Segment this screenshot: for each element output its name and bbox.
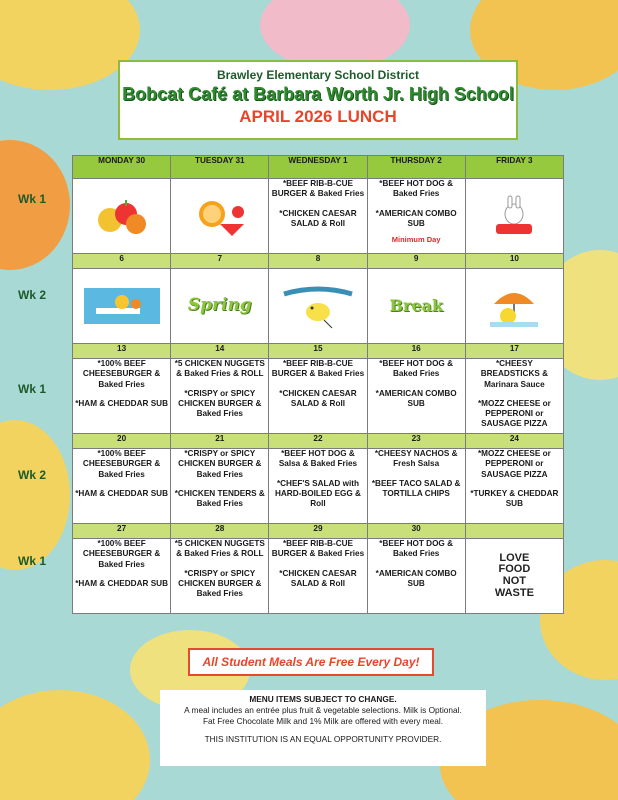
date-number: 17 [465, 344, 563, 359]
entree-option: *HAM & CHEDDAR SUB [75, 398, 168, 408]
date-number: 30 [367, 524, 465, 539]
week-label: Wk 1 [18, 192, 47, 206]
meal-row [73, 539, 564, 614]
menu-notice [160, 690, 486, 766]
meal-row [73, 269, 564, 344]
notice-line: A meal includes an entrée plus fruit & vegetable selections. Milk is Optional. [184, 704, 462, 715]
meal-cell [171, 179, 269, 254]
meal-row [73, 449, 564, 524]
date-number: 10 [465, 254, 563, 269]
date-number: 9 [367, 254, 465, 269]
menu-month-title: APRIL 2026 LUNCH [239, 107, 397, 126]
entree-option: *BEEF RIB-B-CUE BURGER & Baked Fries [271, 359, 365, 379]
cafe-name: Bobcat Café at Barbara Worth Jr. High School [122, 84, 514, 104]
menu-header [118, 60, 518, 140]
fruit-icon [73, 179, 170, 253]
minimum-day-note: Minimum Day [391, 235, 441, 244]
spring-break-word: Spring [187, 295, 252, 316]
entree-option: *CHEESY BREADSTICKS & Marinara Sauce [480, 359, 549, 389]
entree-option: *BEEF RIB-B-CUE BURGER & Baked Fries [271, 179, 365, 199]
day-header: MONDAY 30 [73, 156, 171, 179]
entree-option: *BEEF TACO SALAD & TORTILLA CHIPS [371, 478, 461, 498]
meal-cell [171, 449, 269, 524]
day-header: TUESDAY 31 [171, 156, 269, 179]
logo-line: NOT [502, 575, 526, 587]
date-number: 23 [367, 434, 465, 449]
meal-cell [73, 359, 171, 434]
week-label: Wk 2 [18, 468, 47, 482]
date-number: 28 [171, 524, 269, 539]
notice-title: MENU ITEMS SUBJECT TO CHANGE. [249, 694, 397, 704]
date-number: 6 [73, 254, 171, 269]
entree-option: *TURKEY & CHEDDAR SUB [470, 488, 559, 508]
entree-option: *100% BEEF CHEESEBURGER & Baked Fries [82, 539, 161, 569]
date-number: 15 [269, 344, 367, 359]
entree-option: *HAM & CHEDDAR SUB [75, 488, 168, 498]
meal-cell [367, 269, 465, 344]
entree-option: *CRISPY or SPICY CHICKEN BURGER & Baked Fries [178, 449, 262, 479]
week-label: Wk 1 [18, 554, 47, 568]
meal-cell [465, 359, 563, 434]
entree-option: *CHICKEN CAESAR SALAD & Roll [279, 388, 357, 408]
entree-option: *100% BEEF CHEESEBURGER & Baked Fries [82, 449, 161, 479]
umbrella-chick-icon [466, 269, 563, 343]
date-number: 20 [73, 434, 171, 449]
entree-option: *CHEF'S SALAD with HARD-BOILED EGG & Roll [274, 478, 361, 508]
logo-line: LOVE [499, 551, 530, 564]
notice-line: Fat Free Chocolate Milk and 1% Milk are offered with every meal. [202, 715, 444, 726]
entree-option: *AMERICAN COMBO SUB [375, 388, 457, 408]
entree-option: *100% BEEF CHEESEBURGER & Baked Fries [82, 359, 161, 389]
meal-cell [367, 359, 465, 434]
week-label: Wk 2 [18, 288, 47, 302]
date-number: 13 [73, 344, 171, 359]
week-label: Wk 1 [18, 382, 47, 396]
entree-option: *5 CHICKEN NUGGETS & Baked Fries & ROLL [174, 539, 265, 559]
entree-option: *CHICKEN CAESAR SALAD & Roll [279, 568, 357, 588]
notice-equal-opportunity: THIS INSTITUTION IS AN EQUAL OPPORTUNITY PROVIDER. [204, 734, 442, 745]
day-header: WEDNESDAY 1 [269, 156, 367, 179]
entree-option: *HAM & CHEDDAR SUB [75, 578, 168, 588]
meal-cell [171, 539, 269, 614]
logo-line: FOOD [498, 563, 531, 576]
date-number: 22 [269, 434, 367, 449]
meal-cell [465, 449, 563, 524]
entree-option: *AMERICAN COMBO SUB [375, 208, 457, 228]
free-meals-banner: All Student Meals Are Free Every Day! [188, 648, 434, 676]
date-row [73, 254, 564, 269]
meal-cell [269, 179, 367, 254]
day-header: THURSDAY 2 [367, 156, 465, 179]
beach-icon [73, 269, 170, 343]
date-number: 8 [269, 254, 367, 269]
entree-option: *5 CHICKEN NUGGETS & Baked Fries & ROLL [174, 359, 265, 379]
date-row [73, 524, 564, 539]
break-break-word: Break [389, 296, 443, 315]
meal-cell [367, 539, 465, 614]
meal-row [73, 179, 564, 254]
district-name: Brawley Elementary School District [216, 68, 420, 82]
meal-cell [269, 539, 367, 614]
entree-option: *BEEF HOT DOG & Baked Fries [379, 179, 453, 199]
entree-option: *BEEF HOT DOG & Baked Fries [379, 359, 453, 379]
citrus-icon [171, 179, 268, 253]
meal-row [73, 359, 564, 434]
date-number: 27 [73, 524, 171, 539]
entree-option: *CRISPY or SPICY CHICKEN BURGER & Baked Fries [178, 388, 262, 418]
logo-line: WASTE [494, 586, 534, 599]
love-food-not-waste-logo [466, 539, 563, 613]
entree-option: *BEEF RIB-B-CUE BURGER & Baked Fries [271, 539, 365, 559]
entree-option: *MOZZ CHEESE or PEPPERONI or SAUSAGE PIZZA [477, 398, 551, 429]
entree-option: *CHICKEN CAESAR SALAD & Roll [279, 208, 357, 228]
date-row [73, 434, 564, 449]
fruit-decoration [0, 420, 70, 570]
bird-icon [269, 269, 366, 343]
fruit-decoration [0, 690, 150, 800]
meal-cell [465, 269, 563, 344]
lunch-calendar [72, 155, 564, 614]
date-row [73, 344, 564, 359]
date-number: 29 [269, 524, 367, 539]
meal-cell [73, 539, 171, 614]
meal-cell [367, 449, 465, 524]
entree-option: *CHICKEN TENDERS & Baked Fries [174, 488, 265, 508]
meal-cell [73, 179, 171, 254]
easter-bunny-icon [466, 179, 563, 253]
entree-option: *BEEF HOT DOG & Salsa & Baked Fries [278, 449, 358, 469]
meal-cell [269, 269, 367, 344]
meal-cell [465, 179, 563, 254]
meal-cell [171, 269, 269, 344]
meal-cell [269, 449, 367, 524]
date-number: 24 [465, 434, 563, 449]
meal-cell [269, 359, 367, 434]
day-header: FRIDAY 3 [465, 156, 563, 179]
meal-cell [367, 179, 465, 254]
entree-option: *BEEF HOT DOG & Baked Fries [379, 539, 453, 559]
entree-option: *CRISPY or SPICY CHICKEN BURGER & Baked Fries [178, 568, 262, 598]
date-number: 16 [367, 344, 465, 359]
date-number [465, 524, 563, 539]
entree-option: *CHEESY NACHOS & Fresh Salsa [374, 449, 458, 469]
entree-option: *AMERICAN COMBO SUB [375, 568, 457, 588]
meal-cell [465, 539, 563, 614]
date-number: 21 [171, 434, 269, 449]
date-number: 14 [171, 344, 269, 359]
meal-cell [73, 269, 171, 344]
calendar-body [73, 179, 564, 614]
meal-cell [171, 359, 269, 434]
date-number: 7 [171, 254, 269, 269]
entree-option: *MOZZ CHEESE or PEPPERONI or SAUSAGE PIZZA [477, 449, 551, 479]
meal-cell [73, 449, 171, 524]
